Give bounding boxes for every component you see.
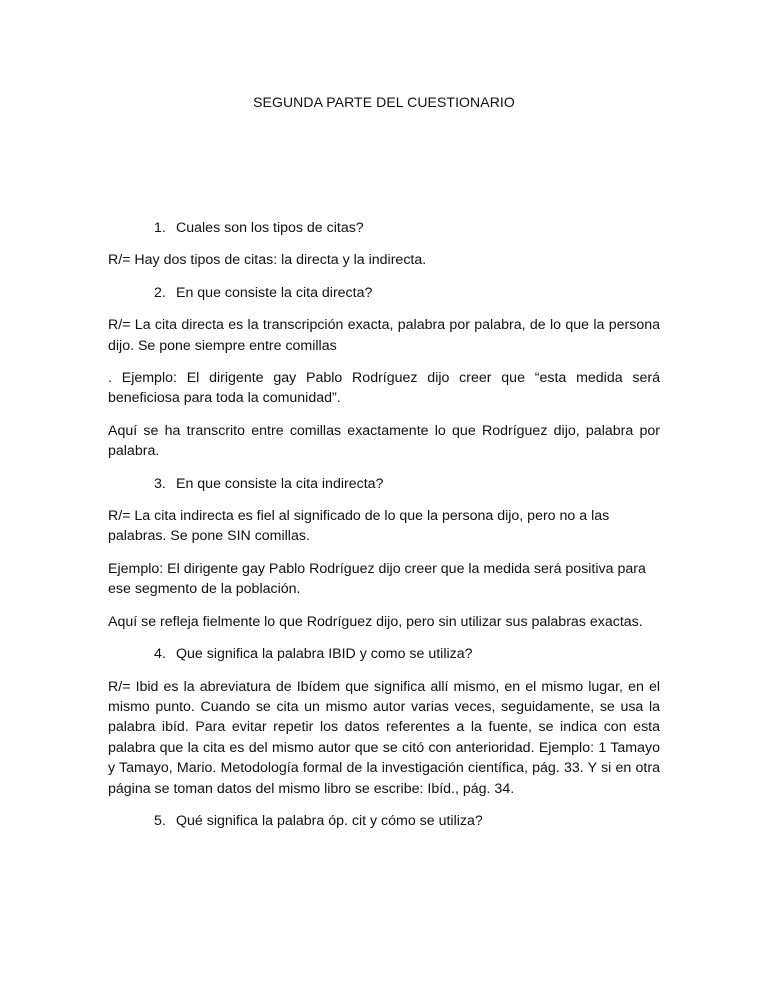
question-text: En que consiste la cita indirecta?: [176, 475, 384, 492]
answer-3: R/= La cita indirecta es fiel al significado de lo que la persona dijo, pero no a las palabras. Se pone SIN comillas.: [108, 508, 610, 545]
question-1: [108, 218, 660, 238]
answer-3-note: Aquí se refleja fielmente lo que Rodríguez dijo, pero sin utilizar sus palabras exactas.: [108, 613, 643, 630]
question-2: [108, 283, 660, 303]
answer-2-example: . Ejemplo: El dirigente gay Pablo Rodríguez dijo creer que “esta medida será beneficiosa para toda la comunidad”.: [108, 370, 660, 407]
question-text: Que significa la palabra IBID y como se utiliza?: [176, 646, 473, 663]
question-text: Cuales son los tipos de citas?: [176, 220, 364, 236]
answer-2: R/= La cita directa es la transcripción exacta, palabra por palabra, de lo que la persona dijo. Se pone siempre entre comillas: [108, 317, 660, 354]
question-5: [108, 811, 660, 831]
answer-3-example: Ejemplo: El dirigente gay Pablo Rodríguez dijo creer que la medida será positiva para ese segmento de la población.: [108, 560, 646, 598]
question-number: 2.: [154, 284, 166, 301]
answer-4: R/= Ibid es la abreviatura de Ibídem que significa allí mismo, en el mismo lugar, en el mismo punto. Cuando se cita un mismo autor varias veces, seguidamente, se usa la palabra ibíd. Para evitar repetir los datos referentes a la fuente, se indica con esta palabra que la cita es del mismo autor que se citó con anterioridad. Ejemplo: 1 Tamayo y Tamayo, Mario. Metodología formal de la investigación científica, pág. 33. Y si en otra página se toman datos del mismo libro se escribe: Ibíd., pág. 34.: [108, 678, 660, 797]
answer-1: R/= Hay dos tipos de citas: la directa y la indirecta.: [108, 252, 427, 269]
page-title: SEGUNDA PARTE DEL CUESTIONARIO: [253, 94, 515, 110]
question-number: 1.: [154, 220, 166, 236]
question-number: 4.: [154, 646, 166, 663]
question-number: 5.: [154, 812, 166, 829]
answer-2-note: Aquí se ha transcrito entre comillas exactamente lo que Rodríguez dijo, palabra por palabra.: [108, 422, 660, 460]
question-3: [108, 474, 660, 494]
question-text: En que consiste la cita directa?: [176, 284, 373, 301]
question-text: Qué significa la palabra óp. cit y cómo se utiliza?: [176, 812, 483, 829]
question-number: 3.: [154, 475, 166, 492]
document-body: [108, 218, 660, 843]
question-4: [108, 644, 660, 664]
